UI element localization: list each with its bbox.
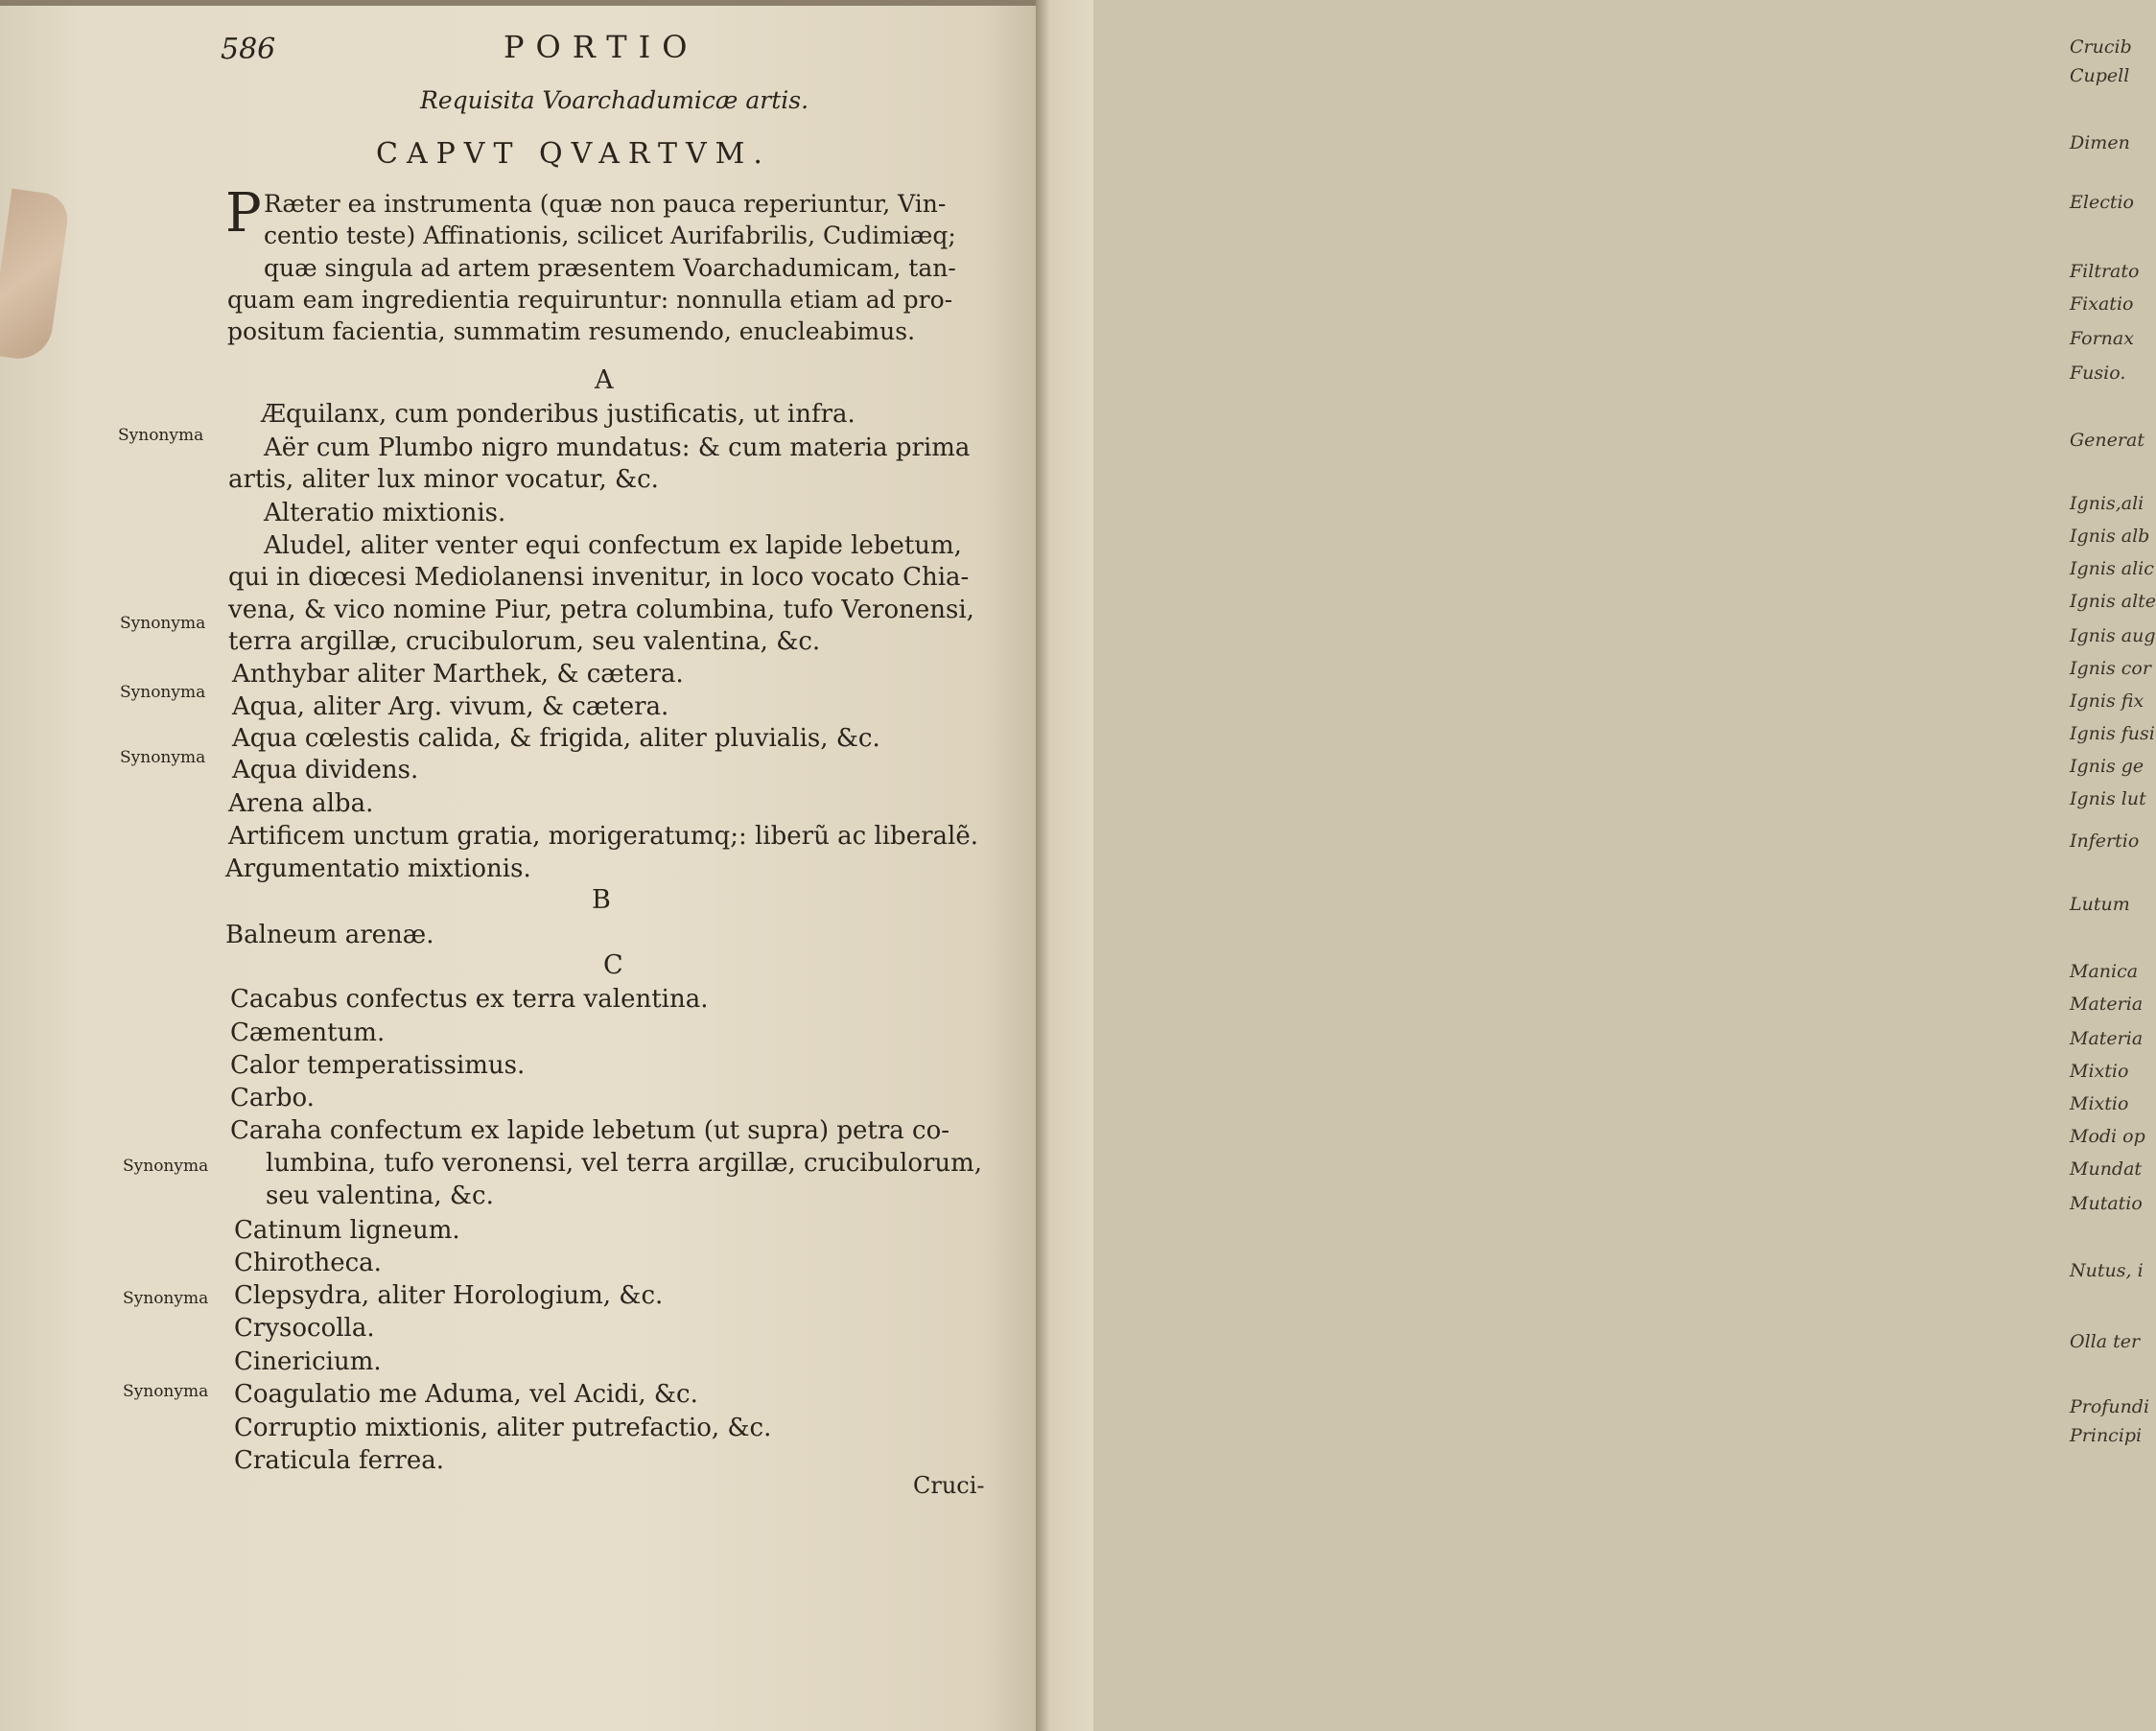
- facing-margin-word: Lutum: [2070, 894, 2130, 915]
- facing-margin-word: Fornax: [2070, 328, 2134, 349]
- entry: Catinum ligneum.: [234, 1216, 460, 1245]
- entry: qui in diœcesi Mediolanensi invenitur, in loco vocato Chia-: [228, 563, 970, 592]
- facing-margin-word: Ignis ge: [2070, 756, 2144, 777]
- marginal-note-synonyma: Synonyma: [118, 426, 204, 445]
- marginal-note-synonyma: Synonyma: [123, 1157, 209, 1176]
- entry: seu valentina, &c.: [266, 1181, 494, 1210]
- facing-margin-word: Olla ter: [2070, 1331, 2141, 1352]
- facing-margin-word: Ignis fix: [2070, 690, 2144, 712]
- entry: Aqua, aliter Arg. vivum, & cætera.: [232, 692, 669, 721]
- facing-margin-word: Ignis alic: [2070, 558, 2154, 579]
- catchword: Cruci-: [913, 1472, 985, 1499]
- facing-margin-word: Ignis aug: [2070, 625, 2156, 646]
- entry: Aër cum Plumbo nigro mundatus: & cum materia prima: [264, 433, 971, 462]
- entry: Aqua dividens.: [232, 756, 419, 784]
- entry: Corruptio mixtionis, aliter putrefactio, &c.: [234, 1414, 772, 1442]
- facing-margin-word: Materia: [2070, 1028, 2144, 1049]
- entry: Clepsydra, aliter Horologium, &c.: [234, 1281, 664, 1310]
- entry: Carbo.: [230, 1084, 315, 1112]
- facing-margin-word: Mutatio: [2070, 1193, 2143, 1214]
- facing-margin-word: Modi op: [2070, 1126, 2145, 1147]
- marginal-note-synonyma: Synonyma: [123, 1289, 209, 1308]
- entry: lumbina, tufo veronensi, vel terra argillæ, crucibulorum,: [266, 1149, 983, 1178]
- facing-margin-word: Fixatio: [2070, 293, 2134, 315]
- facing-margin-word: Mixtio: [2070, 1093, 2129, 1114]
- entry: Argumentatio mixtionis.: [225, 854, 531, 883]
- entry: Craticula ferrea.: [234, 1446, 444, 1475]
- facing-margin-word: Manica: [2070, 961, 2139, 982]
- entry: Alteratio mixtionis.: [264, 499, 506, 527]
- entry: artis, aliter lux minor vocatur, &c.: [228, 465, 659, 494]
- book-page: [0, 0, 1036, 1731]
- facing-margin-word: Ignis fusi: [2070, 723, 2155, 744]
- facing-margin-word: Dimen: [2070, 132, 2130, 153]
- intro-line: Ræter ea instrumenta (quæ non pauca reperiuntur, Vin-: [264, 190, 947, 218]
- facing-margin-word: Mundat: [2070, 1158, 2143, 1180]
- entry: Arena alba.: [228, 789, 374, 818]
- entry: Coagulatio me Aduma, vel Acidi, &c.: [234, 1380, 698, 1409]
- entry: Cæmentum.: [230, 1018, 386, 1047]
- facing-margin-word: Fusio.: [2070, 363, 2126, 384]
- entry: terra argillæ, crucibulorum, seu valentina, &c.: [228, 627, 821, 656]
- facing-margin-word: Ignis,ali: [2070, 493, 2144, 514]
- facing-margin-word: Ignis lut: [2070, 788, 2146, 809]
- entry: Crysocolla.: [234, 1314, 375, 1343]
- facing-margin-word: Ignis alb: [2070, 526, 2150, 547]
- facing-page-edge: [1036, 0, 2156, 1731]
- facing-margin-word: Crucib: [2070, 36, 2132, 58]
- entry: Cinericium.: [234, 1347, 382, 1376]
- drop-capital: P: [225, 182, 262, 245]
- facing-margin-word: Ignis cor: [2070, 658, 2151, 679]
- entry: Æquilanx, cum ponderibus justificatis, ut infra.: [261, 400, 855, 429]
- entry: vena, & vico nomine Piur, petra columbina, tufo Veronensi,: [228, 596, 974, 624]
- page-top-edge: [0, 0, 1036, 6]
- page-number: 586: [221, 33, 276, 66]
- entry: Aludel, aliter venter equi confectum ex lapide lebetum,: [264, 531, 962, 560]
- intro-line: quam eam ingredientia requiruntur: nonnulla etiam ad pro-: [227, 286, 953, 314]
- section-letter-a: A: [595, 365, 614, 395]
- intro-line: positum facientia, summatim resumendo, enucleabimus.: [227, 317, 916, 345]
- facing-margin-word: Infertio: [2070, 830, 2140, 852]
- facing-margin-word: Profundi: [2070, 1396, 2150, 1417]
- facing-margin-word: Mixtio: [2070, 1061, 2129, 1082]
- intro-line: centio teste) Affinationis, scilicet Aurifabrilis, Cudimiæq;: [264, 222, 956, 249]
- entry: Cacabus confectus ex terra valentina.: [230, 985, 709, 1014]
- subtitle: Requisita Voarchadumicæ artis.: [420, 86, 809, 114]
- entry: Anthybar aliter Marthek, & cætera.: [232, 660, 684, 689]
- facing-margin-word: Cupell: [2070, 65, 2130, 86]
- marginal-note-synonyma: Synonyma: [120, 683, 206, 702]
- entry: Chirotheca.: [234, 1249, 382, 1277]
- entry: Artificem unctum gratia, morigeratumq;: liberũ ac liberalẽ.: [228, 822, 978, 851]
- chapter-heading: CAPVT QVARTVM.: [376, 137, 771, 171]
- marginal-note-synonyma: Synonyma: [123, 1382, 209, 1401]
- entry: Caraha confectum ex lapide lebetum (ut supra) petra co-: [230, 1116, 950, 1145]
- entry: Calor temperatissimus.: [230, 1051, 526, 1080]
- entry: Aqua cœlestis calida, & frigida, aliter pluvialis, &c.: [232, 724, 880, 753]
- section-letter-b: B: [592, 885, 611, 915]
- facing-margin-word: Electio: [2070, 192, 2134, 213]
- running-head: PORTIO: [504, 29, 699, 65]
- facing-margin-word: Nutus, i: [2070, 1260, 2144, 1281]
- facing-margin-word: Generat: [2070, 430, 2144, 451]
- marginal-note-synonyma: Synonyma: [120, 748, 206, 767]
- entry: Balneum arenæ.: [225, 921, 434, 949]
- paper-tab: [0, 189, 71, 363]
- facing-margin-word: Materia: [2070, 994, 2144, 1015]
- marginal-note-synonyma: Synonyma: [120, 614, 206, 633]
- intro-line: quæ singula ad artem præsentem Voarchadumicam, tan-: [264, 254, 956, 282]
- section-letter-c: C: [603, 950, 623, 980]
- facing-margin-word: Principi: [2070, 1425, 2143, 1446]
- facing-margin-word: Filtrato: [2070, 261, 2140, 282]
- facing-margin-word: Ignis alte: [2070, 591, 2156, 612]
